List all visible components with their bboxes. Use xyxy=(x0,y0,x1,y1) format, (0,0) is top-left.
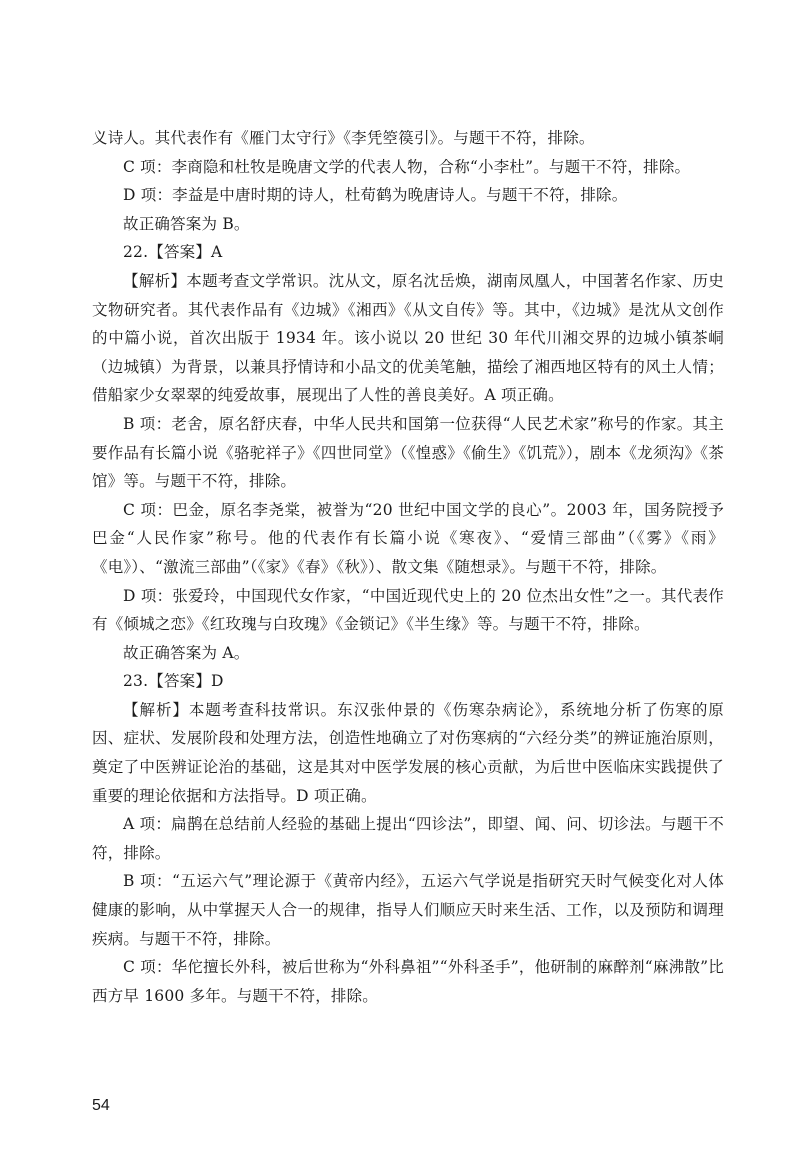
option-c-21: C 项：李商隐和杜牧是晚唐文学的代表人物，合称“小李杜”。与题干不符，排除。 xyxy=(123,157,691,176)
conclusion-21: 故正确答案为 B。 xyxy=(123,214,250,233)
conclusion-22: 故正确答案为 A。 xyxy=(123,643,250,662)
option-b-23: B 项：“五运六气”理论源于《黄帝内经》，五运六气学说是指研究天时气候变化对人体健康的影响，从中掌握天人合一的规律，指导人们顺应天时来生活、工作，以及预防和调理疾病。与题干不符，排除。 xyxy=(92,872,724,948)
analysis-23: 【解析】本题考查科技常识。东汉张仲景的《伤寒杂病论》，系统地分析了伤寒的原因、症状、发展阶段和处理方法，创造性地确立了对伤寒病的“六经分类”的辨证施治原则，奠定了中医辨证论治的基础，这是其对中医学发展的核心贡献，为后世中医临床实践提供了重要的理论依据和方法指导。D 项正确。 xyxy=(92,700,724,805)
paragraph-continuation: 义诗人。其代表作有《雁门太守行》《李凭箜篌引》。与题干不符，排除。 xyxy=(92,129,595,147)
answer-23: 23.【答案】D xyxy=(123,672,224,691)
option-d-21: D 项：李益是中唐时期的诗人，杜荀鹤为晚唐诗人。与题干不符，排除。 xyxy=(123,186,628,205)
option-c-23: C 项：华佗擅长外科，被后世称为“外科鼻祖”“外科圣手”，他研制的麻醉剂“麻沸散”比西方早 1600 多年。与题干不符，排除。 xyxy=(92,958,724,1005)
analysis-22: 【解析】本题考查文学常识。沈从文，原名沈岳焕，湖南凤凰人，中国著名作家、历史文物研究者。其代表作品有《边城》《湘西》《从文自传》等。其中，《边城》是沈从文创作的中篇小说，首次出版于 1934 年。该小说以 20 世纪 30 年代川湘交界的边城小镇茶峒（边城镇）为背景，以兼具抒情诗和小品文的优美笔触，描绘了湘西地区特有的风土人情；借船家少女翠翠的纯爱故事，展现出了人性的善良美好。A 项正确。 xyxy=(92,271,724,405)
answer-22: 22.【答案】A xyxy=(123,243,223,262)
option-d-22: D 项：张爱玲，中国现代女作家，“中国近现代史上的 20 位杰出女性”之一。其代表作有《倾城之恋》《红玫瑰与白玫瑰》《金锁记》《半生缘》等。与题干不符，排除。 xyxy=(92,586,724,634)
page-number: 54 xyxy=(92,1097,110,1114)
option-c-22: C 项：巴金，原名李尧棠，被誉为“20 世纪中国文学的良心”。2003 年，国务院授予巴金“人民作家”称号。他的代表作有长篇小说《寒夜》、“爱情三部曲”（《雾》《雨》《电》）、“激流三部曲”（《家》《春》《秋》）、散文集《随想录》。与题干不符，排除。 xyxy=(92,500,724,576)
page-body xyxy=(92,124,724,1010)
option-a-23: A 项：扁鹊在总结前人经验的基础上提出“四诊法”，即望、闻、问、切诊法。与题干不符，排除。 xyxy=(92,815,724,862)
option-b-22: B 项：老舍，原名舒庆春，中华人民共和国第一位获得“人民艺术家”称号的作家。其主要作品有长篇小说《骆驼祥子》《四世同堂》（《惶惑》《偷生》《饥荒》），剧本《龙须沟》《茶馆》等。与题干不符，排除。 xyxy=(92,414,724,491)
